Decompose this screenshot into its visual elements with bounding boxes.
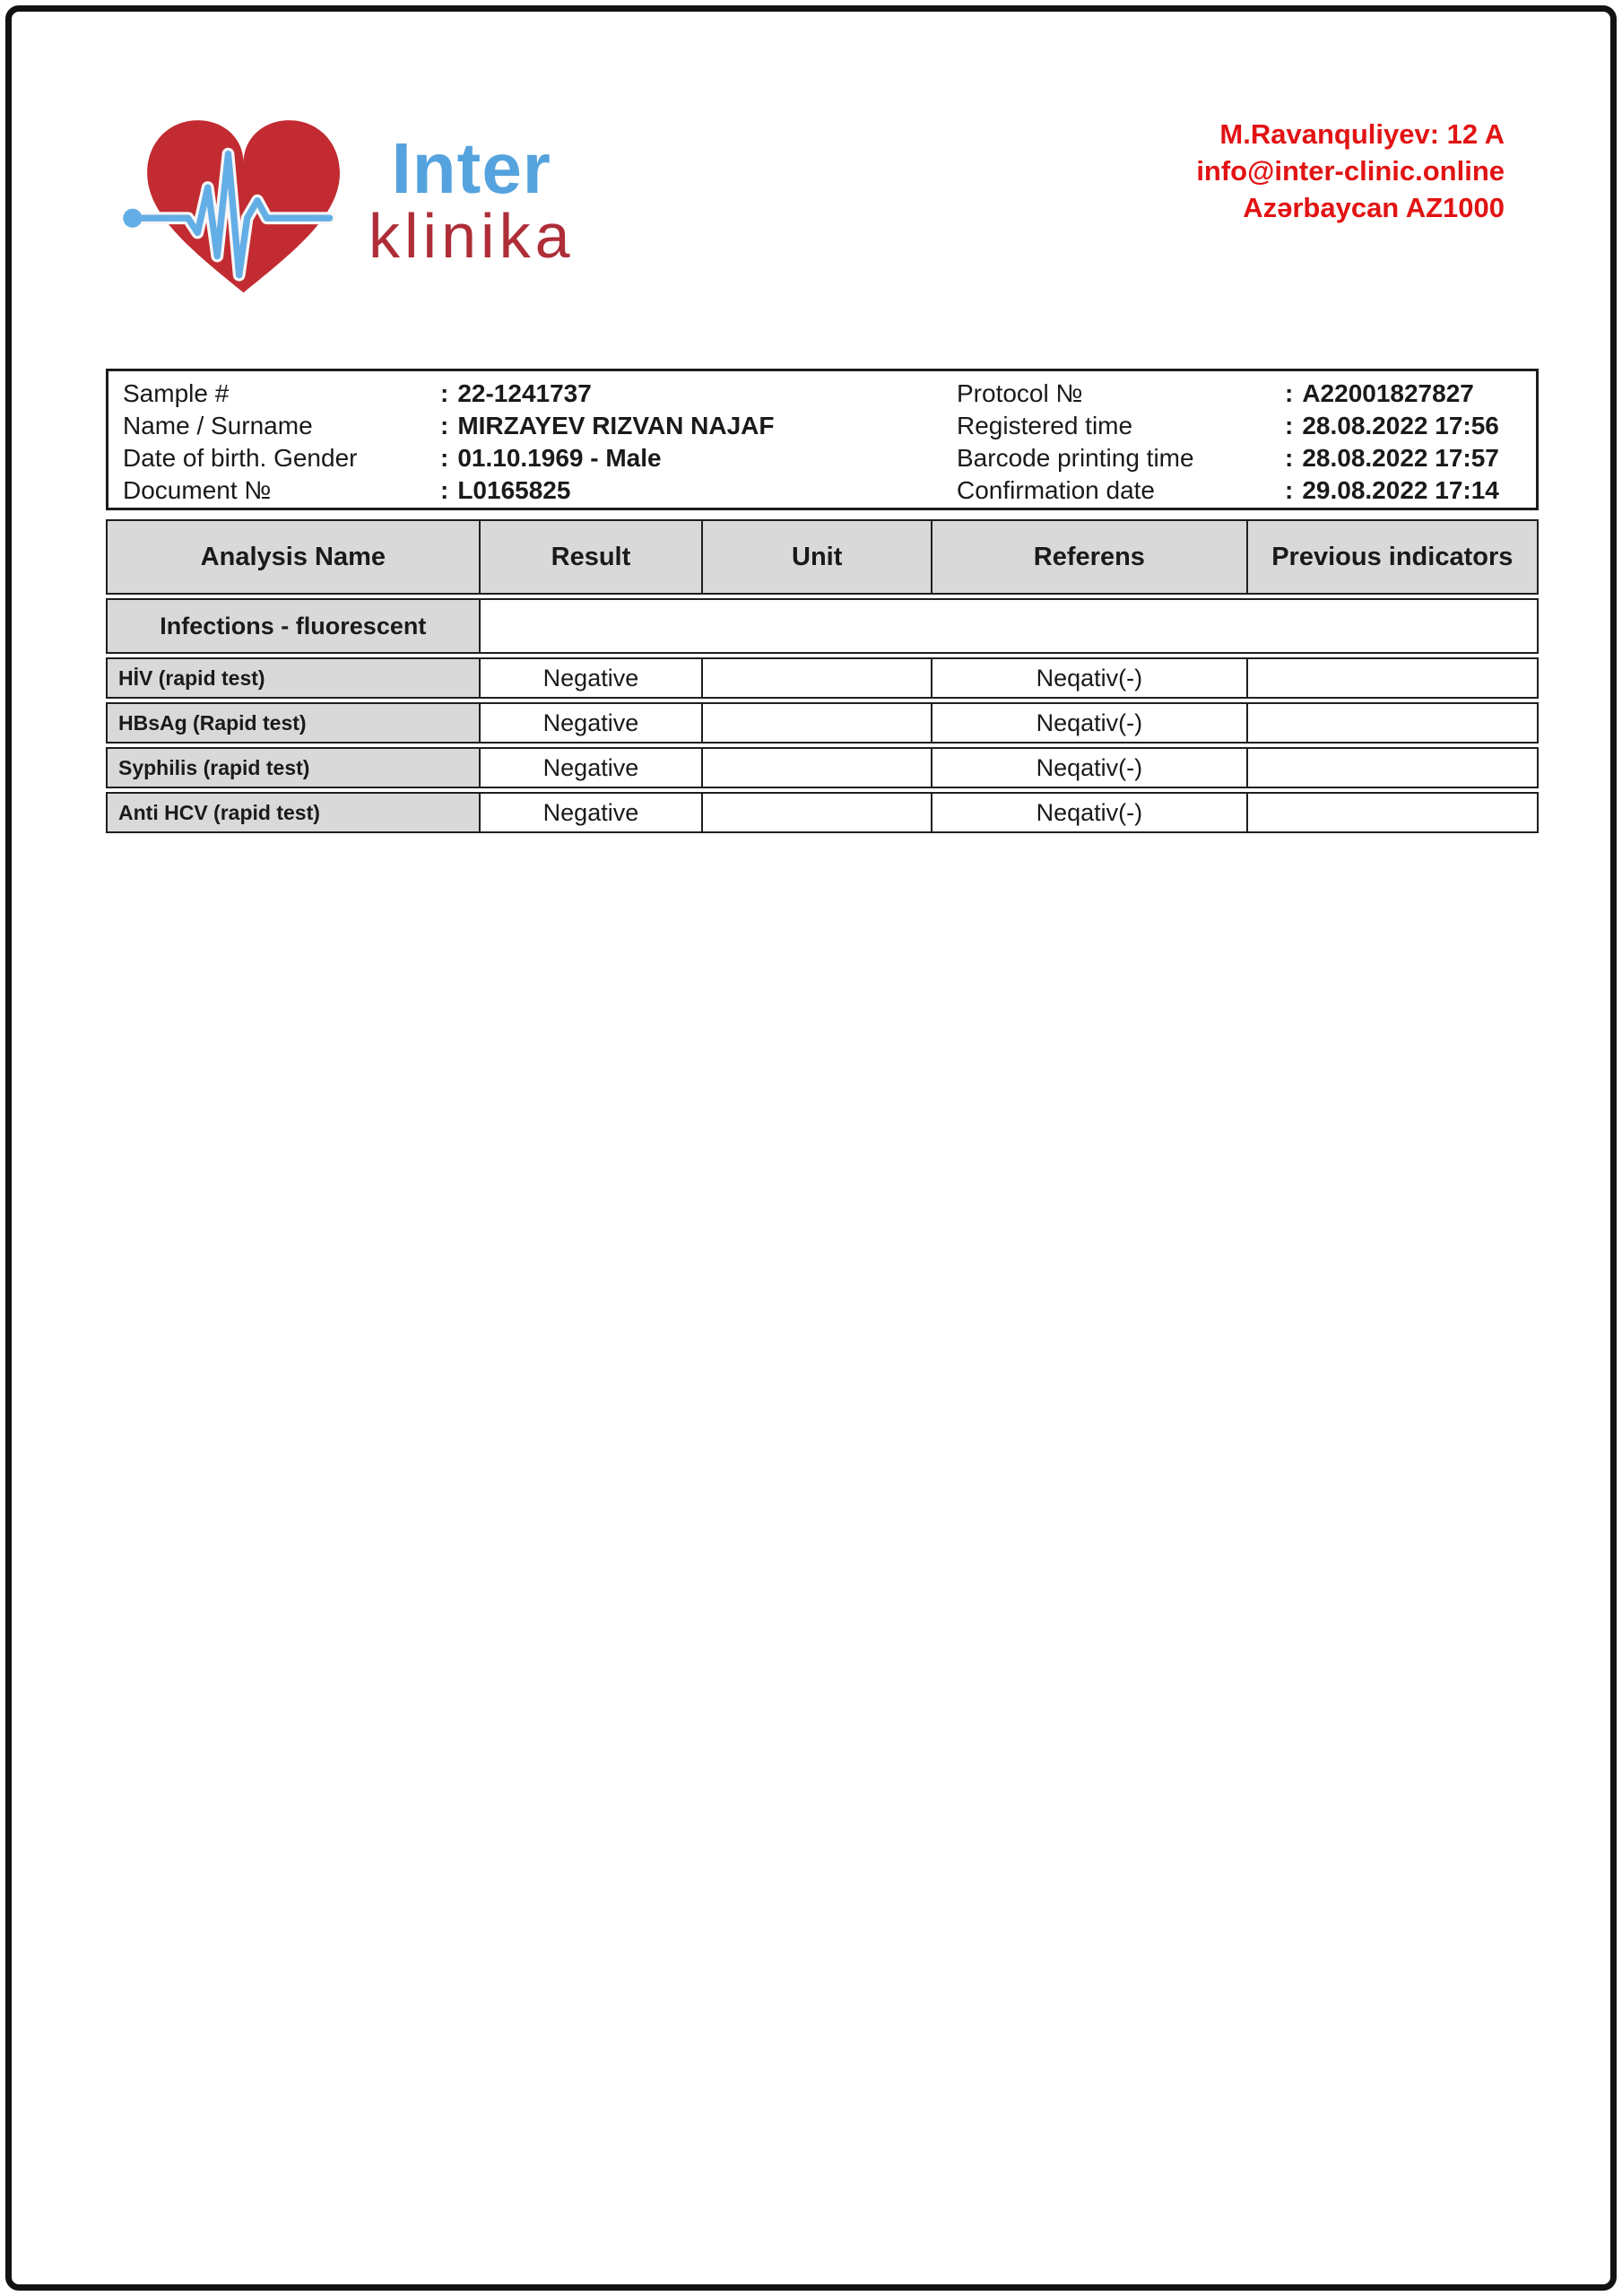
- clinic-logo: [112, 64, 575, 313]
- info-value: : 28.08.2022 17:57: [1285, 444, 1499, 472]
- section-row-filler: [479, 600, 1537, 652]
- contact-address-line: M.Ravanquliyev: 12 A: [1219, 118, 1505, 150]
- header-cell-unit: Unit: [701, 521, 931, 593]
- result-cell: Negative: [479, 749, 702, 787]
- analysis-name-cell: Anti HCV (rapid test): [108, 794, 479, 831]
- info-row-document-number: [123, 474, 957, 507]
- result-cell: Negative: [479, 659, 702, 697]
- contact-country-zip: Azərbaycan AZ1000: [1243, 192, 1505, 223]
- referens-cell: Neqativ(-): [931, 794, 1245, 831]
- heart-ekg-logo-icon: [112, 101, 356, 313]
- unit-cell: [701, 659, 931, 697]
- previous-indicators-cell: [1246, 749, 1537, 787]
- report-sheet: [5, 5, 1617, 2291]
- info-row-confirmation-date: [957, 474, 1536, 507]
- referens-cell: Neqativ(-): [931, 704, 1245, 742]
- info-value: : 29.08.2022 17:14: [1285, 476, 1499, 504]
- clinic-name-primary: Inter: [391, 128, 551, 208]
- info-label: Confirmation date: [957, 476, 1156, 504]
- analysis-name-cell: Syphilis (rapid test): [108, 749, 479, 787]
- analysis-name-cell: HBsAg (Rapid test): [108, 704, 479, 742]
- referens-cell: Neqativ(-): [931, 749, 1245, 787]
- info-label: Protocol №: [957, 379, 1083, 407]
- header-cell-referens: Referens: [931, 521, 1245, 593]
- clinic-name-secondary: klinika: [369, 201, 575, 271]
- info-value: : L0165825: [440, 476, 571, 504]
- patient-info-left-column: [108, 378, 957, 508]
- info-value: : A22001827827: [1285, 379, 1474, 407]
- results-table: [106, 519, 1539, 837]
- header-cell-analysis-name: Analysis Name: [108, 521, 479, 593]
- info-row-barcode-time: [957, 442, 1536, 474]
- info-label: Name / Surname: [123, 412, 313, 439]
- result-cell: Negative: [479, 794, 702, 831]
- info-label: Registered time: [957, 412, 1133, 439]
- info-row-protocol-number: [957, 378, 1536, 410]
- patient-info-right-column: [957, 378, 1536, 508]
- analysis-name-cell: HİV (rapid test): [108, 659, 479, 697]
- table-row-syphilis: [106, 747, 1539, 788]
- info-label: Date of birth. Gender: [123, 444, 358, 472]
- header-cell-previous-indicators: Previous indicators: [1246, 521, 1537, 593]
- info-row-name-surname: [123, 410, 957, 442]
- info-value: : MIRZAYEV RIZVAN NAJAF: [440, 412, 775, 439]
- info-row-birth-gender: [123, 442, 957, 474]
- contact-email: info@inter-clinic.online: [1196, 155, 1505, 187]
- info-label: Document №: [123, 476, 272, 504]
- info-row-sample: [123, 378, 957, 410]
- info-value: : 01.10.1969 - Male: [440, 444, 662, 472]
- referens-cell: Neqativ(-): [931, 659, 1245, 697]
- table-row-anti-hcv: [106, 792, 1539, 833]
- info-value: : 28.08.2022 17:56: [1285, 412, 1499, 439]
- patient-info-box: [106, 369, 1539, 510]
- info-row-registered-time: [957, 410, 1536, 442]
- info-value: : 22-1241737: [440, 379, 592, 407]
- clinic-contact-block: [1196, 116, 1505, 226]
- result-cell: Negative: [479, 704, 702, 742]
- section-title: Infections - fluorescent: [108, 600, 479, 652]
- unit-cell: [701, 749, 931, 787]
- previous-indicators-cell: [1246, 704, 1537, 742]
- table-section-row: [106, 598, 1539, 654]
- table-header-row: [106, 519, 1539, 595]
- info-label: Sample #: [123, 379, 230, 407]
- unit-cell: [701, 794, 931, 831]
- clinic-name: [369, 128, 575, 271]
- table-row-hbsag: [106, 702, 1539, 744]
- info-label: Barcode printing time: [957, 444, 1194, 472]
- header-cell-result: Result: [479, 521, 702, 593]
- table-row-hiv: [106, 657, 1539, 699]
- unit-cell: [701, 704, 931, 742]
- previous-indicators-cell: [1246, 794, 1537, 831]
- previous-indicators-cell: [1246, 659, 1537, 697]
